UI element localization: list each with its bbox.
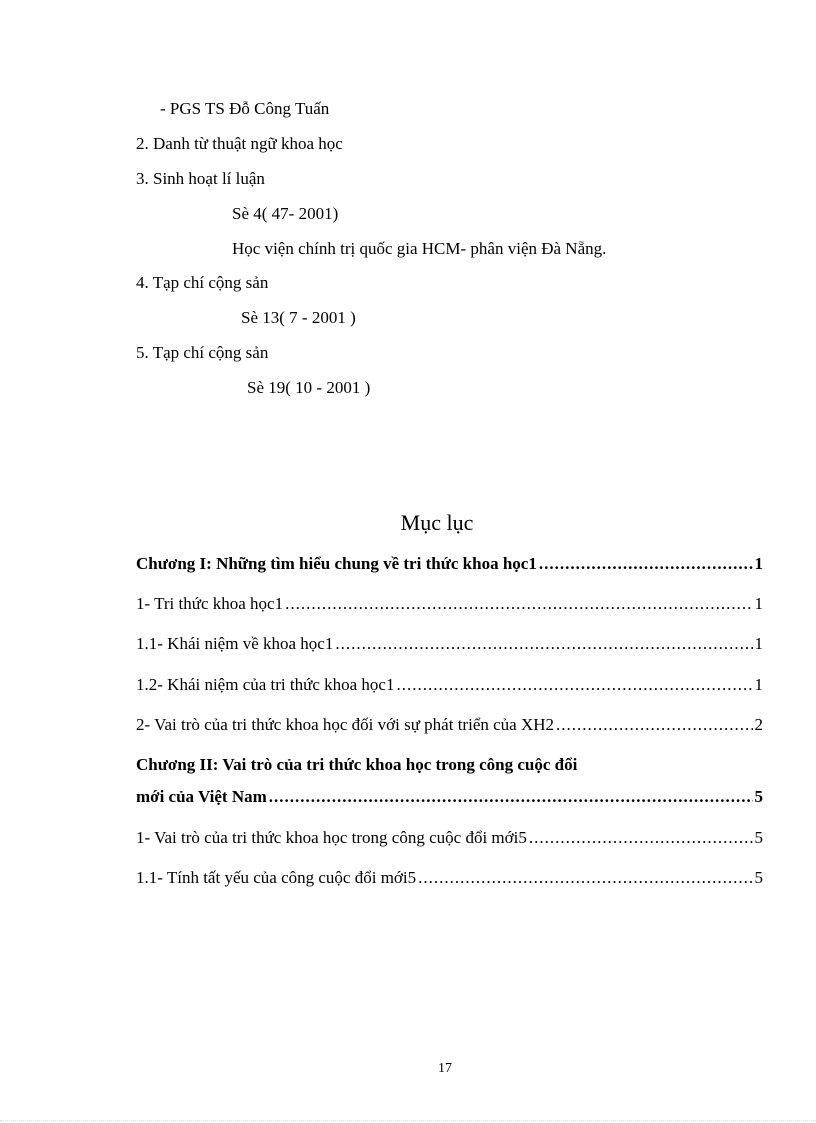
toc-entry-page: 2: [754, 715, 763, 734]
toc-entry-chapter-1[interactable]: [136, 554, 763, 574]
reference-item-3: 3. Sinh hoạt lí luận: [136, 169, 265, 188]
toc-entry-chapter-2[interactable]: [136, 787, 763, 807]
toc-entry-text: 1.1- Khái niệm về khoa học1: [136, 634, 334, 653]
page-number: 17: [438, 1061, 452, 1076]
toc-entry-2[interactable]: [136, 715, 763, 735]
reference-item-2: 2. Danh từ thuật ngữ khoa học: [136, 134, 343, 153]
toc-entry-1-1[interactable]: [136, 634, 763, 654]
toc-leader-dots: [285, 594, 752, 614]
toc-title: Mục lục: [400, 510, 474, 535]
reference-item-5: 5. Tạp chí cộng sản: [136, 343, 269, 362]
reference-item-5-issue: Sè 19( 10 - 2001 ): [247, 378, 371, 397]
reference-author: - PGS TS Đỗ Công Tuấn: [160, 99, 330, 118]
toc-entry-page: 1: [754, 675, 763, 694]
toc-entry-text: mới của Việt Nam: [136, 787, 267, 806]
reference-item-4: 4. Tạp chí cộng sản: [136, 273, 269, 292]
toc-entry-1[interactable]: [136, 594, 763, 614]
toc-entry-page: 5: [754, 828, 763, 847]
toc-entry-1-2[interactable]: [136, 675, 763, 695]
toc-entry-text: Chương I: Những tìm hiểu chung về tri thức khoa học1: [136, 554, 537, 573]
toc-leader-dots: [529, 828, 753, 848]
toc-entry-page: 5: [754, 787, 763, 806]
toc-leader-dots: [335, 634, 752, 654]
toc-entry-page: 1: [754, 594, 763, 613]
toc-entry-text: 2- Vai trò của tri thức khoa học đối với sự phát triển của XH2: [136, 715, 555, 734]
toc-entry-chapter-2-1-1[interactable]: [136, 868, 763, 888]
toc-entry-chapter-2-line-1[interactable]: Chương II: Vai trò của tri thức khoa học trong công cuộc đổi: [136, 755, 578, 774]
toc-entry-text: 1.2- Khái niệm của tri thức khoa học1: [136, 675, 395, 694]
toc-entry-chapter-2-1[interactable]: [136, 828, 763, 848]
toc-leader-dots: [539, 554, 753, 574]
toc-leader-dots: [556, 715, 752, 735]
toc-entry-page: 1: [754, 634, 763, 653]
toc-entry-page: 1: [754, 554, 763, 573]
toc-entry-page: 5: [754, 868, 763, 887]
toc-entry-text: 1- Tri thức khoa học1: [136, 594, 284, 613]
reference-item-3-issue: Sè 4( 47- 2001): [232, 204, 339, 223]
toc-leader-dots: [269, 787, 753, 807]
toc-leader-dots: [396, 675, 752, 695]
reference-item-4-issue: Sè 13( 7 - 2001 ): [241, 308, 356, 327]
toc-leader-dots: [418, 868, 752, 888]
reference-item-3-publisher: Học viện chính trị quốc gia HCM- phân viện Đà Nẵng.: [232, 239, 607, 258]
toc-entry-text: 1.1- Tính tất yếu của công cuộc đổi mới5: [136, 868, 417, 887]
page-bottom-divider: [0, 1120, 816, 1121]
toc-entry-text: 1- Vai trò của tri thức khoa học trong công cuộc đổi mới5: [136, 828, 527, 847]
